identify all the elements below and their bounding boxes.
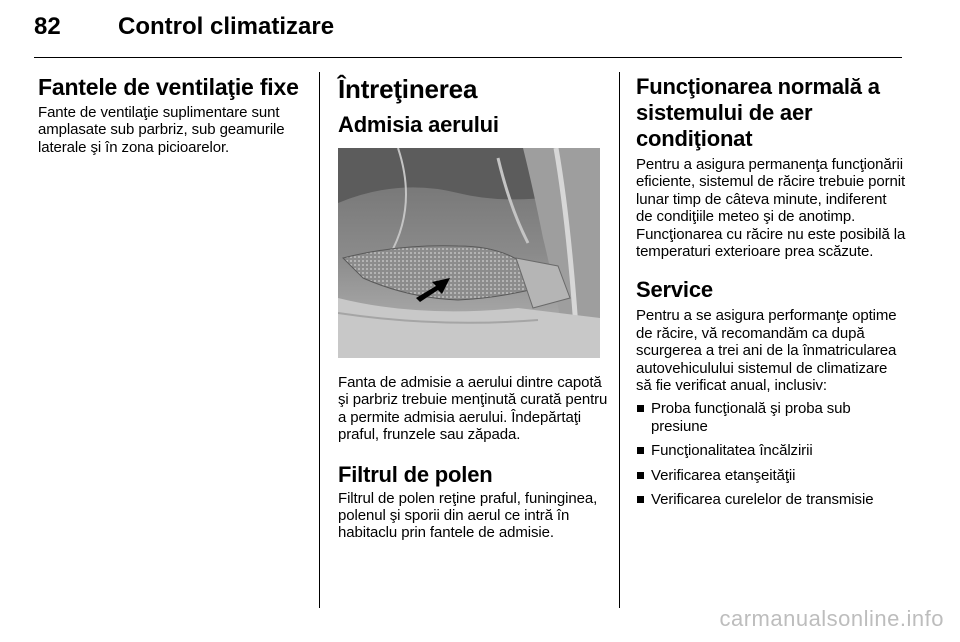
fixed-vents-text: Fante de ventilaţie suplimentare sunt amplasate sub parbriz, sub geamurile laterale şi în zona picioarelor. bbox=[38, 104, 285, 156]
column-ac-operation bbox=[636, 74, 906, 516]
watermark: carmanualsonline.info bbox=[719, 606, 944, 631]
column-fixed-vents bbox=[38, 74, 314, 156]
service-heading: Service bbox=[636, 277, 713, 303]
chapter-title: Control climatizare bbox=[118, 13, 335, 40]
list-item bbox=[636, 491, 906, 508]
list-item-text: Verificarea curelelor de transmisie bbox=[651, 491, 874, 509]
page-number: 82 bbox=[34, 13, 61, 40]
square-bullet-icon bbox=[637, 472, 644, 479]
fixed-vents-heading: Fantele de ventilaţie fixe bbox=[38, 74, 299, 100]
list-item bbox=[636, 467, 906, 484]
square-bullet-icon bbox=[637, 496, 644, 503]
column-divider-left bbox=[319, 72, 320, 608]
list-item-text: Funcţionalitatea încălzirii bbox=[651, 442, 813, 460]
maintenance-heading: Întreţinerea bbox=[338, 74, 478, 104]
square-bullet-icon bbox=[637, 447, 644, 454]
pollen-filter-heading: Filtrul de polen bbox=[338, 461, 493, 487]
column-maintenance bbox=[338, 74, 608, 542]
service-text: Pentru a se asigura performanţe optime de răcire, vă recomandăm ca după scurgerea a trei ani de la înmatricularea autovehiculului sistemul de climatizare să fie verificat anual, inclusiv: bbox=[636, 307, 897, 395]
square-bullet-icon bbox=[637, 405, 644, 412]
page-header bbox=[0, 0, 960, 60]
list-item-text: Verificarea etanşeităţii bbox=[651, 466, 796, 484]
column-divider-right bbox=[619, 72, 620, 608]
list-item bbox=[636, 400, 906, 435]
normal-operation-text: Pentru a asigura permanenţa funcţionării eficiente, sistemul de răcire trebuie pornit lunar timp de câteva minute, indiferent de condiţiile meteo şi de anotimp. Funcţionarea cu răcire nu este posibilă la temperaturi exterioare prea scăzute. bbox=[636, 156, 906, 261]
air-intake-text: Fanta de admisie a aerului dintre capotă şi parbriz trebuie menţinută curată pentru a permite admisia aerului. Îndepărtaţi praful, frunzele sau zăpada. bbox=[338, 374, 608, 444]
service-checklist bbox=[636, 400, 906, 508]
air-intake-heading: Admisia aerului bbox=[338, 112, 499, 137]
normal-operation-heading: Funcţionarea normală a sistemului de aer condiţionat bbox=[636, 74, 880, 151]
pollen-filter-text: Filtrul de polen reţine praful, funinginea, polenul şi sporii din aerul ce intră în habitaclu prin fantele de admisie. bbox=[338, 489, 598, 542]
air-intake-photo bbox=[338, 148, 600, 358]
list-item bbox=[636, 442, 906, 459]
header-rule bbox=[34, 57, 902, 58]
list-item-text: Proba funcţională şi proba sub presiune bbox=[651, 400, 851, 435]
